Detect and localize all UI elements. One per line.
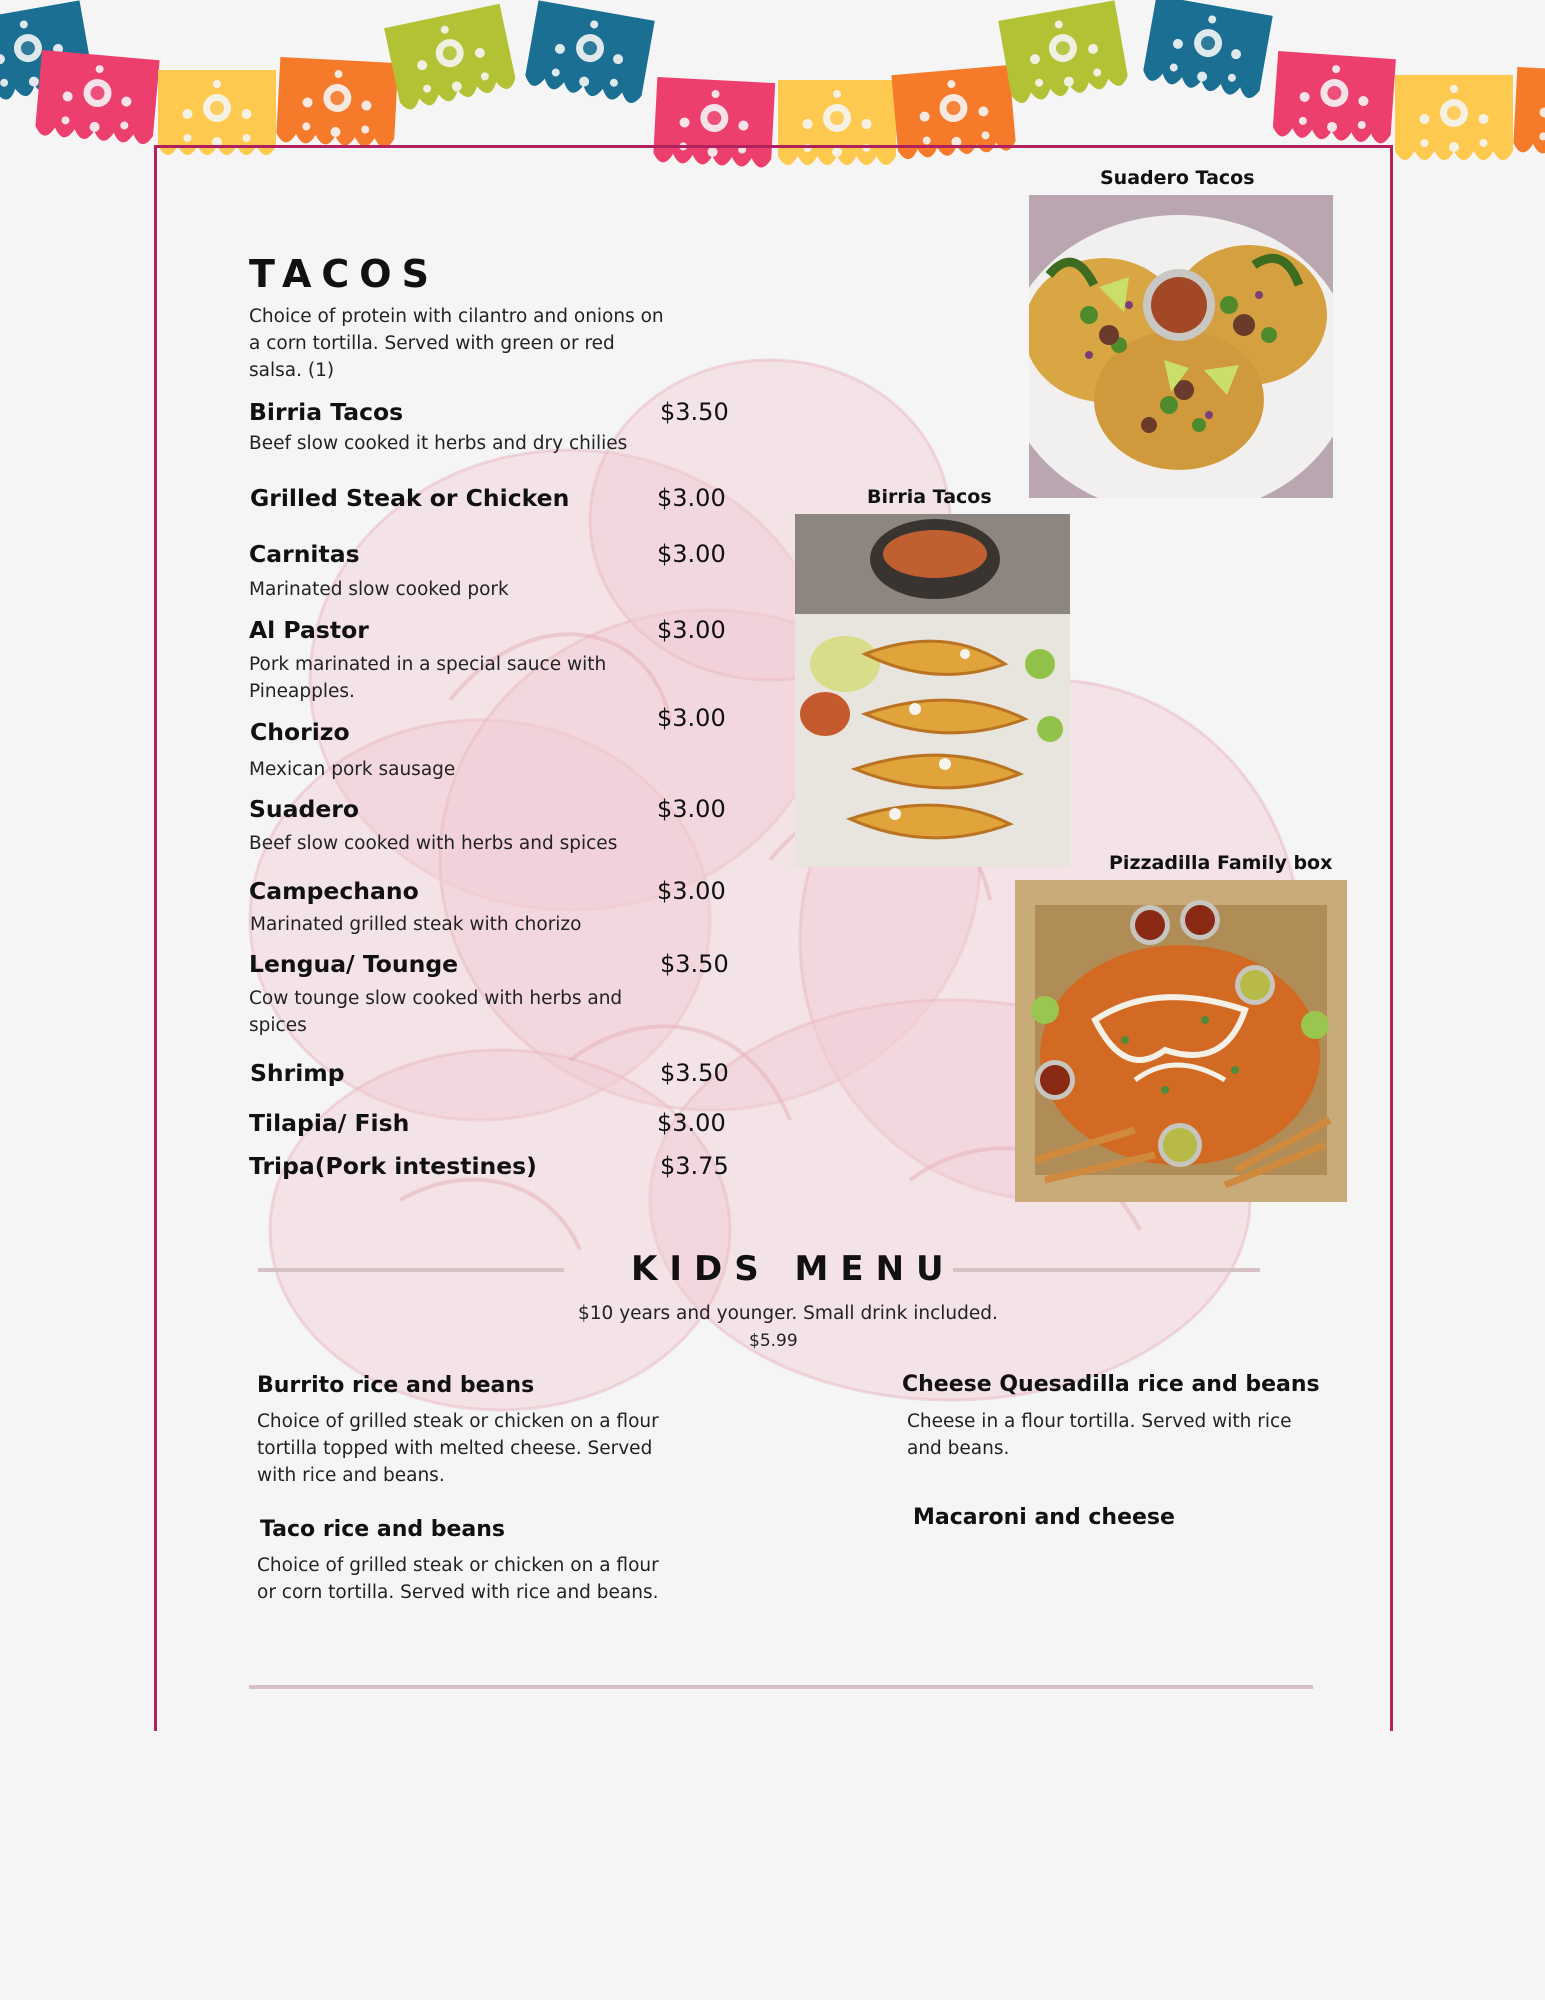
frame-right-border (1390, 145, 1393, 1731)
bunting-flag (1513, 67, 1545, 158)
bunting-flag (1142, 0, 1273, 100)
menu-item-price: $3.00 (657, 484, 726, 512)
bunting-flag (653, 77, 775, 168)
tacos-intro: Choice of protein with cilantro and onions on a corn tortilla. Served with green or red salsa. (1) (249, 306, 664, 381)
birria-tacos-photo (795, 514, 1070, 867)
menu-item-name: Tilapia/ Fish (249, 1109, 410, 1137)
menu-item-name: Campechano (249, 877, 419, 905)
menu-item-price: $3.00 (657, 704, 726, 732)
tacos-title: TACOS (249, 252, 439, 296)
photo-caption-suadero: Suadero Tacos (1100, 167, 1255, 189)
bunting-flag (384, 4, 517, 112)
menu-item-desc: Marinated slow cooked pork (249, 579, 509, 600)
menu-item-desc: Beef slow cooked it herbs and dry chilies (249, 433, 628, 454)
frame-top-border (154, 145, 1393, 148)
menu-item-price: $3.00 (657, 1109, 726, 1137)
menu-item-desc: Beef slow cooked with herbs and spices (249, 833, 618, 854)
photo-caption-birria: Birria Tacos (867, 486, 992, 508)
bunting-flag (35, 50, 160, 145)
menu-item-name: Carnitas (249, 540, 360, 568)
menu-item-price: $3.00 (657, 877, 726, 905)
bunting-flag (1272, 51, 1396, 144)
bunting-flag (778, 80, 896, 165)
menu-item-name: Tripa(Pork intestines) (249, 1152, 537, 1180)
menu-item-desc: Pork marinated in a special sauce with Pineapples. (249, 654, 607, 702)
kids-item-name: Cheese Quesadilla rice and beans (902, 1372, 1320, 1397)
bunting-flag (998, 0, 1129, 104)
menu-item-desc: Mexican pork sausage (249, 759, 456, 780)
kids-menu-price: $5.99 (749, 1331, 798, 1351)
bunting-flag (524, 0, 655, 104)
frame-left-border (154, 145, 157, 1731)
suadero-tacos-photo (1029, 195, 1333, 498)
photo-caption-pizzadilla: Pizzadilla Family box (1109, 852, 1333, 874)
kids-item-desc: Choice of grilled steak or chicken on a flour or corn tortilla. Served with rice and beans. (257, 1555, 659, 1603)
kids-item-name: Taco rice and beans (260, 1517, 506, 1542)
menu-item-price: $3.75 (660, 1152, 729, 1180)
menu-item-name: Chorizo (250, 718, 350, 746)
bunting-flag (1395, 75, 1513, 160)
menu-item-name: Shrimp (250, 1059, 345, 1087)
menu-item-desc: Cow tounge slow cooked with herbs and spices (249, 988, 623, 1036)
menu-item-price: $3.50 (660, 398, 729, 426)
kids-item-desc: Cheese in a flour tortilla. Served with rice and beans. (907, 1411, 1292, 1459)
kids-item-name: Burrito rice and beans (257, 1373, 535, 1398)
menu-item-name: Al Pastor (249, 616, 369, 644)
pizzadilla-family-box-photo (1015, 880, 1347, 1202)
menu-item-price: $3.50 (660, 950, 729, 978)
menu-item-name: Grilled Steak or Chicken (250, 484, 570, 512)
menu-item-price: $3.00 (657, 795, 726, 823)
bunting-flag (158, 70, 276, 155)
kids-title-rule-left (258, 1268, 564, 1272)
bunting-flag (276, 57, 398, 148)
menu-item-name: Lengua/ Tounge (249, 950, 459, 978)
menu-item-name: Suadero (249, 795, 360, 823)
kids-menu-subtitle: $10 years and younger. Small drink included. (578, 1303, 998, 1324)
kids-item-desc: Choice of grilled steak or chicken on a flour tortilla topped with melted cheese. Served with rice and beans. (257, 1411, 659, 1486)
kids-title-rule-right (953, 1268, 1260, 1272)
menu-item-price: $3.00 (657, 616, 726, 644)
kids-menu-title: KIDS MENU (631, 1249, 956, 1289)
bottom-rule (249, 1685, 1313, 1689)
papel-picado-bunting (0, 0, 1545, 200)
menu-item-price: $3.50 (660, 1059, 729, 1087)
menu-item-name: Birria Tacos (249, 398, 404, 426)
kids-item-name: Macaroni and cheese (913, 1505, 1175, 1530)
menu-item-desc: Marinated grilled steak with chorizo (250, 914, 582, 935)
menu-item-price: $3.00 (657, 540, 726, 568)
